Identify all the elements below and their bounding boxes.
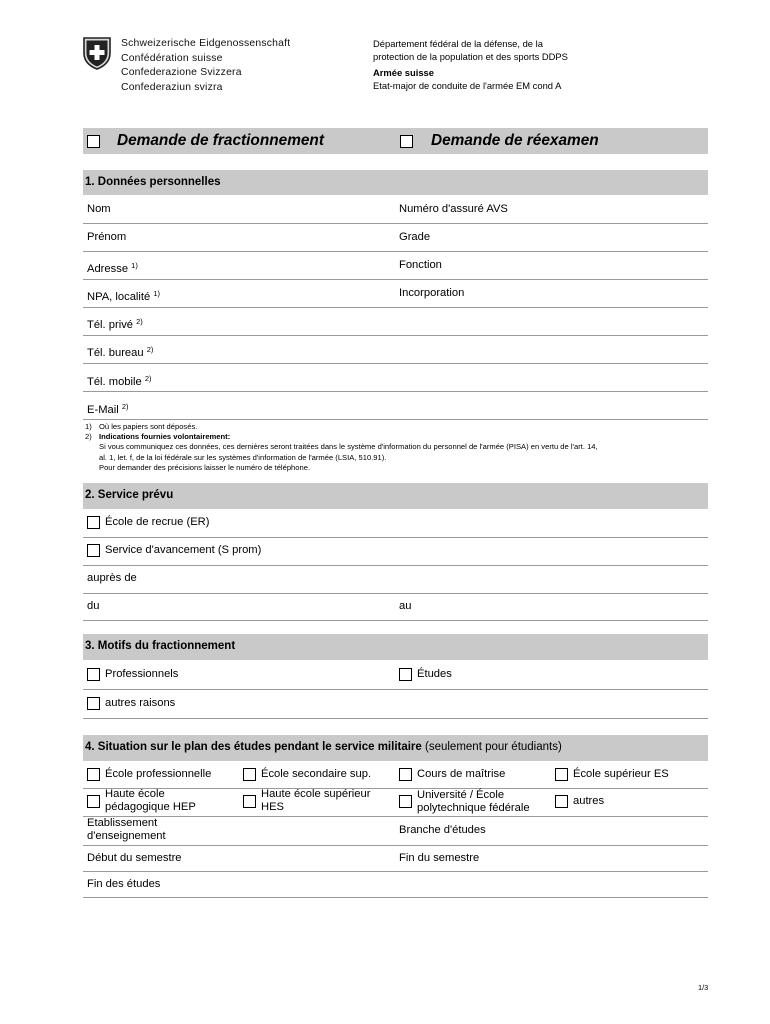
- college-es-checkbox[interactable]: [555, 768, 568, 781]
- footnote-text: Pour demander des précisions laisser le numéro de téléphone.: [99, 462, 311, 472]
- row-divider: [83, 620, 708, 621]
- footnote-ref: 1): [131, 261, 138, 270]
- other-school-checkbox[interactable]: [555, 795, 568, 808]
- du-label: du: [87, 600, 100, 612]
- studies-checkbox[interactable]: [399, 668, 412, 681]
- study-branch-label: Branche d'études: [399, 824, 486, 836]
- prenom-label: Prénom: [87, 231, 127, 243]
- upper-secondary-label: École secondaire sup.: [261, 768, 372, 780]
- footnote-text: al. 1, let. f, de la loi fédérale sur les systèmes d'information de l'armée (LSIA, 510.91).: [99, 452, 387, 462]
- vocational-school-label: École professionnelle: [105, 768, 212, 780]
- logo-line: Confederazione Svizzera: [121, 67, 242, 79]
- row-divider: [83, 897, 708, 898]
- er-checkbox[interactable]: [87, 516, 100, 529]
- row-divider: [83, 335, 708, 336]
- au-label: au: [399, 600, 412, 612]
- page-number: 1/3: [698, 983, 709, 992]
- tel-prive-label: Tél. privé $^{2)}$: [87, 317, 143, 331]
- master-course-checkbox[interactable]: [399, 768, 412, 781]
- email-label: E-Mail $^{2)}$: [87, 402, 129, 416]
- institution-label: Etablissement d'enseignement: [87, 817, 166, 842]
- row-divider: [83, 391, 708, 392]
- er-label: École de recrue (ER): [105, 516, 210, 528]
- footnote-text: Indications fournies volontairement:: [99, 432, 231, 442]
- hep-checkbox[interactable]: [87, 795, 100, 808]
- other-reasons-checkbox[interactable]: [87, 697, 100, 710]
- confederation-name: [121, 37, 290, 95]
- hep-label: Haute école pédagogique HEP: [105, 788, 196, 813]
- logo-line: Schweizerische Eidgenossenschaft: [121, 38, 291, 49]
- section-1-header: [83, 170, 708, 195]
- footnote-number: 1): [85, 422, 92, 431]
- footnotes: [85, 422, 598, 473]
- section-4-title: 4. Situation sur le plan des études pendant le service militaire (seulement pour étudiants): [85, 741, 562, 753]
- row-divider: [83, 871, 708, 872]
- semester-start-label: Début du semestre: [87, 852, 182, 864]
- professional-label: Professionnels: [105, 668, 179, 680]
- row-divider: [83, 593, 708, 594]
- row-divider: [83, 223, 708, 224]
- upper-secondary-checkbox[interactable]: [243, 768, 256, 781]
- row-divider: [83, 845, 708, 846]
- swiss-coat-of-arms-logo: [82, 36, 112, 70]
- university-label: Université / École polytechnique fédérale: [417, 789, 530, 814]
- adresse-label: Adresse $^{1)}$: [87, 261, 138, 275]
- other-school-label: autres: [573, 795, 605, 807]
- footnote-text: Si vous communiquez ces données, ces dernières seront traitées dans le système d'information du personnel de l'armée (PISA) en vertu de l'art. 14,: [99, 442, 598, 452]
- split-request-label: Demande de fractionnement: [117, 132, 324, 149]
- row-divider: [83, 537, 708, 538]
- footnote-ref: 2): [146, 345, 154, 354]
- row-divider: [83, 307, 708, 308]
- footnote-ref: 2): [144, 374, 152, 383]
- department-line: protection de la population et des sports DDPS: [373, 50, 568, 62]
- studies-end-label: Fin des études: [87, 878, 161, 890]
- avs-label: Numéro d'assuré AVS: [399, 203, 508, 215]
- split-request-checkbox[interactable]: [87, 135, 100, 148]
- staff-name: Etat-major de conduite de l'armée EM cond A: [373, 79, 562, 91]
- footnote-text: Où les papiers sont déposés.: [99, 422, 198, 431]
- footnote-ref: 2): [121, 402, 129, 411]
- professional-checkbox[interactable]: [87, 668, 100, 681]
- section-3-title: 3. Motifs du fractionnement: [85, 640, 236, 652]
- section-4-header: [83, 735, 708, 761]
- footnote-ref: 2): [136, 317, 143, 326]
- studies-label: Études: [417, 668, 452, 680]
- row-divider: [83, 718, 708, 719]
- footnote-ref: 1): [153, 289, 160, 298]
- hes-label: Haute école supérieur HES: [261, 788, 371, 813]
- master-course-label: Cours de maîtrise: [417, 768, 506, 780]
- logo-line: Confédération suisse: [121, 52, 223, 64]
- row-divider: [83, 363, 708, 364]
- nom-label: Nom: [87, 203, 111, 215]
- request-type-band: [83, 128, 708, 154]
- grade-label: Grade: [399, 231, 431, 243]
- row-divider: [83, 279, 708, 280]
- npa-label: NPA, localité $^{1)}$: [87, 289, 160, 303]
- section-2-header: [83, 483, 708, 509]
- footnote-number: 2): [85, 432, 92, 442]
- department-line: Département fédéral de la défense, de la: [373, 38, 543, 49]
- row-divider: [83, 689, 708, 690]
- row-divider: [83, 419, 708, 420]
- section-2-title: 2. Service prévu: [85, 489, 174, 501]
- review-request-checkbox[interactable]: [400, 135, 413, 148]
- incorporation-label: Incorporation: [399, 287, 465, 299]
- section-3-header: [83, 634, 708, 660]
- logo-line: Confederaziun svizra: [121, 81, 223, 93]
- tel-mobile-label: Tél. mobile $^{2)}$: [87, 374, 152, 388]
- sprom-label: Service d'avancement (S prom): [105, 544, 262, 556]
- department-block: [373, 38, 568, 92]
- section-1-title: 1. Données personnelles: [85, 176, 221, 188]
- row-divider: [83, 565, 708, 566]
- tel-bureau-label: Tél. bureau $^{2)}$: [87, 345, 154, 359]
- university-checkbox[interactable]: [399, 795, 412, 808]
- army-name: Armée suisse: [373, 67, 434, 79]
- sprom-checkbox[interactable]: [87, 544, 100, 557]
- other-reasons-label: autres raisons: [105, 697, 176, 709]
- hes-checkbox[interactable]: [243, 795, 256, 808]
- row-divider: [83, 816, 708, 817]
- fonction-label: Fonction: [399, 259, 442, 271]
- vocational-school-checkbox[interactable]: [87, 768, 100, 781]
- aupres-label: auprès de: [87, 572, 137, 584]
- review-request-label: Demande de réexamen: [431, 132, 599, 149]
- semester-end-label: Fin du semestre: [399, 852, 480, 864]
- row-divider: [83, 251, 708, 252]
- college-es-label: École supérieur ES: [573, 768, 669, 780]
